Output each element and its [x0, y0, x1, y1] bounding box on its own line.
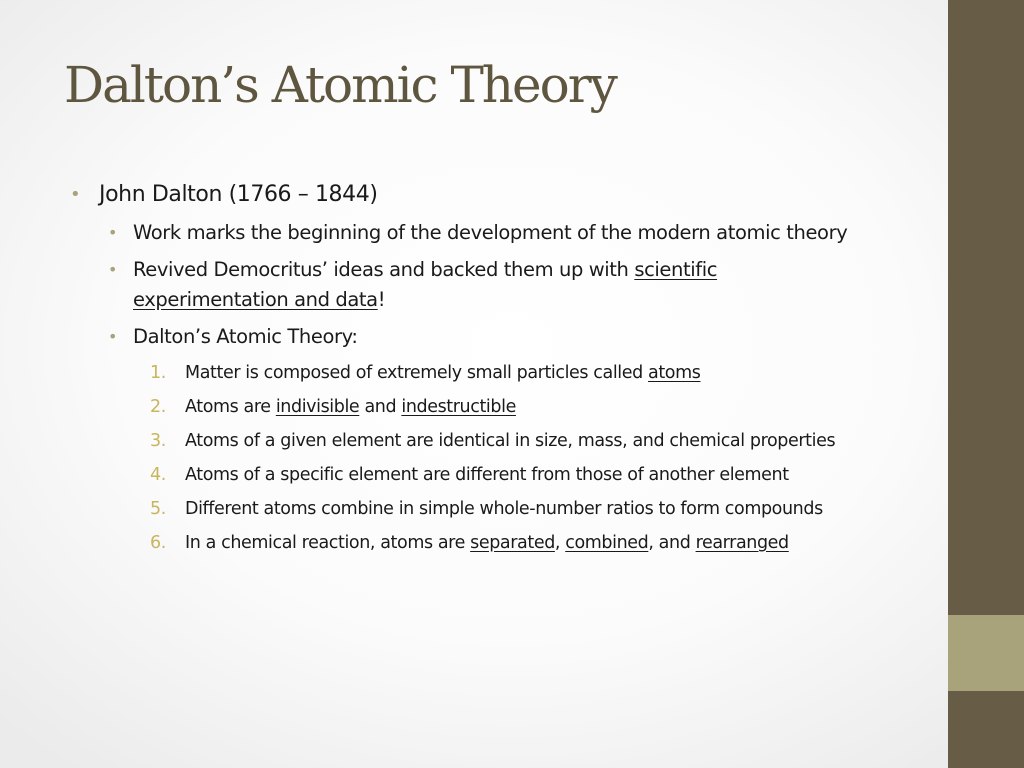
bullet-dot-icon: • — [108, 327, 118, 346]
sub-bullet-text: Work marks the beginning of the development of the modern atomic theory — [133, 221, 848, 244]
point-text: In a chemical reaction, atoms are — [185, 533, 471, 553]
theory-point-5 — [150, 495, 875, 523]
bullet-dot-icon: • — [108, 260, 118, 279]
theory-point-1 — [150, 359, 875, 387]
underlined-term: combined — [565, 533, 649, 553]
point-number: 3. — [150, 431, 166, 451]
theory-point-6 — [150, 529, 875, 557]
point-text: Atoms are — [185, 397, 276, 417]
slide-content — [70, 180, 890, 563]
point-number: 2. — [150, 397, 166, 417]
point-text: Different atoms combine in simple whole-number ratios to form compounds — [185, 499, 823, 519]
underlined-term: indestructible — [401, 397, 516, 417]
theory-points-list — [150, 359, 890, 557]
bullet-john-dalton — [70, 180, 890, 210]
point-text: Atoms of a given element are identical in size, mass, and chemical properties — [185, 431, 836, 451]
theory-point-3 — [150, 427, 875, 455]
underlined-term: separated — [470, 533, 555, 553]
point-text: Matter is composed of extremely small particles called — [185, 363, 649, 383]
bullet-dot-icon: • — [70, 184, 81, 205]
bullet-text: John Dalton (1766 – 1844) — [99, 182, 378, 207]
point-text: Atoms of a specific element are different from those of another element — [185, 465, 789, 485]
sub-bullet-text: Dalton’s Atomic Theory: — [133, 325, 358, 348]
sub-bullet-theory-header — [108, 322, 853, 352]
sub-bullet-list — [108, 218, 890, 557]
point-number: 6. — [150, 533, 166, 553]
bullet-dot-icon: • — [108, 223, 118, 242]
point-number: 5. — [150, 499, 166, 519]
underlined-term: rearranged — [695, 533, 789, 553]
point-text: , — [554, 533, 566, 553]
side-accent-block — [948, 615, 1024, 691]
theory-point-4 — [150, 461, 875, 489]
sub-bullet-revived — [108, 255, 853, 315]
sub-bullet-text: Revived Democritus’ ideas and backed them up with — [133, 258, 635, 281]
underlined-term: indivisible — [275, 397, 360, 417]
point-number: 1. — [150, 363, 166, 383]
underlined-phrase: scientific experimentation and data — [133, 258, 718, 311]
theory-point-2 — [150, 393, 875, 421]
point-text: , and — [648, 533, 696, 553]
slide-title: Dalton’s Atomic Theory — [64, 56, 616, 114]
point-number: 4. — [150, 465, 166, 485]
sub-bullet-work — [108, 218, 853, 248]
underlined-term: atoms — [648, 363, 701, 383]
point-text: and — [359, 397, 402, 417]
sub-bullet-text-end: ! — [377, 288, 386, 311]
